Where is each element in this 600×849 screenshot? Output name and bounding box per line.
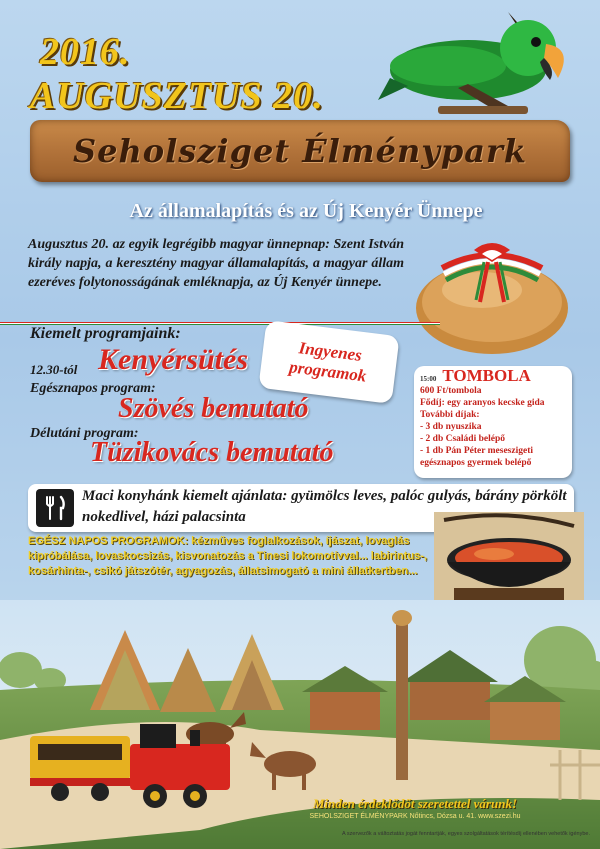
park-name: Seholsziget Élménypark bbox=[73, 132, 527, 170]
tombola-prize: - 2 db Családi belépő bbox=[420, 434, 505, 444]
bread-baking-title: Kenyérsütés bbox=[98, 343, 248, 376]
park-name-sign bbox=[30, 120, 570, 182]
programs-heading: Kiemelt programjaink: bbox=[30, 325, 181, 342]
allday-programs: EGÉSZ NAPOS PROGRAMOK: kézműves foglalkozások, íjászat, lovaglás kipróbálása, lovaskocsizás, kisvonatozás a Tinesi lokomotívval... labirintus-, kosárhinta-, csikó játszótér, agyagozás, állatsimogató a mini állatkertben... bbox=[28, 535, 428, 577]
tombola-main-prize: Fődíj: egy aranyos kecske gida bbox=[420, 398, 545, 408]
free-line2: programok bbox=[288, 357, 368, 386]
address-text: SEHOLSZIGET ÉLMÉNYPARK Nőtincs, Dózsa u. 41. www.szezi.hu bbox=[309, 813, 521, 820]
tombola-title: TOMBOLA bbox=[442, 366, 531, 385]
bread-time: 12.30-tól bbox=[30, 362, 78, 377]
weaving-title: Szövés bemutató bbox=[118, 393, 309, 424]
welcome-text: Minden érdeklődőt szeretettel várunk! bbox=[312, 796, 518, 811]
parrot-icon bbox=[378, 8, 578, 118]
event-title: Az államalapítás és az Új Kenyér Ünnepe bbox=[129, 200, 483, 222]
tombola-time: 15:00 bbox=[420, 375, 437, 383]
tombola-box bbox=[414, 366, 572, 478]
fine-print: A szervezők a változtatás jogát fenntartják, egyes szolgáltatások térítésdíj ellenében vehetők igénybe. bbox=[342, 831, 590, 837]
tombola-prize: - 3 db nyuszika bbox=[420, 422, 482, 432]
date-day: AUGUSZTUS 20. bbox=[30, 75, 324, 117]
bread-icon bbox=[412, 232, 572, 356]
tombola-other-label: További díjak: bbox=[420, 410, 480, 420]
blacksmith-title: Tüzikovács bemutató bbox=[90, 437, 334, 468]
date-year: 2016. bbox=[40, 31, 131, 73]
free-line1: Ingyenes bbox=[297, 338, 363, 365]
event-intro: Augusztus 20. az egyik legrégibb magyar ünnepnap: Szent István király napja, a keresztény magyar államalapítás, a magyar állam ezeréves folytonosságának emléknapja, az Új Kenyér ünnepe. bbox=[28, 237, 404, 290]
afternoon-label: Délutáni program: bbox=[30, 426, 139, 441]
tombola-prize: - 1 db Pán Péter meseszigeti egésznapos gyermek belépő bbox=[420, 446, 534, 468]
tombola-price: 600 Ft/tombola bbox=[420, 386, 482, 396]
free-programs-badge bbox=[258, 320, 399, 404]
menu-offer: Maci konyhánk kiemelt ajánlata: gyümölcs leves, palóc gulyás, bárány pörkölt nokedlivel, házi palacsinta bbox=[82, 488, 567, 525]
allday-label: Egésznapos program: bbox=[30, 381, 156, 396]
fork-knife-icon bbox=[36, 489, 74, 527]
soup-pot-icon bbox=[434, 512, 584, 602]
